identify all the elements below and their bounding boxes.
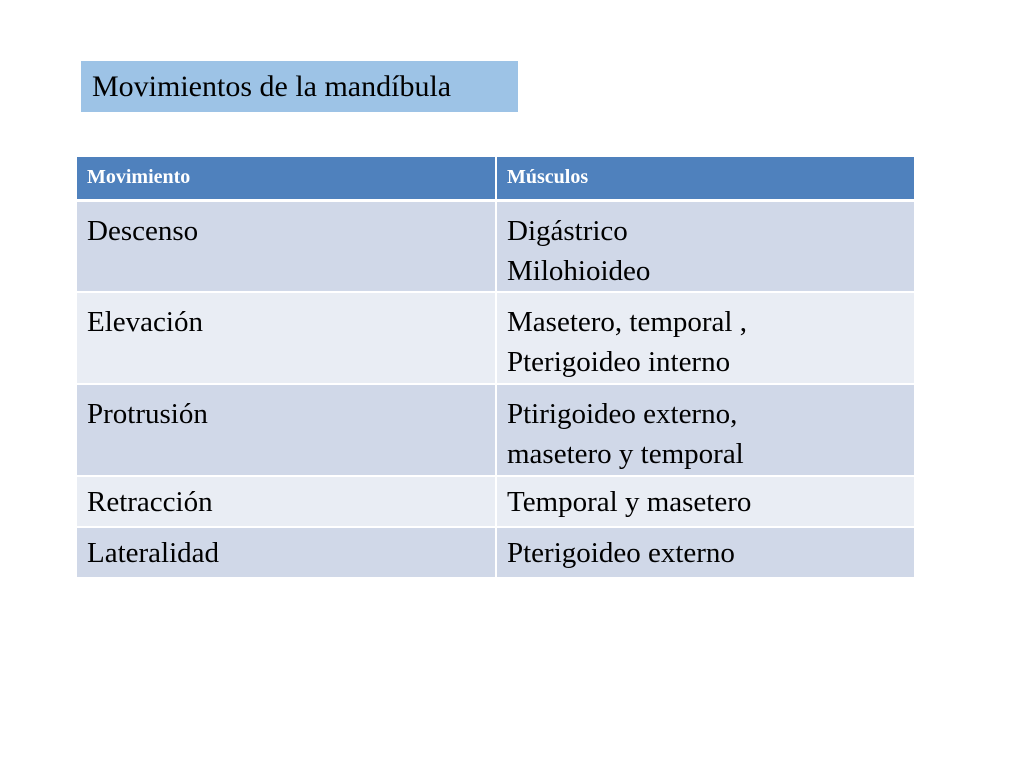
table-row: [77, 292, 915, 384]
muscles-table: [77, 157, 916, 579]
muscles-cell: [496, 292, 915, 384]
table-row: [77, 384, 915, 476]
muscles-cell: [496, 527, 915, 578]
muscle-line: Milohioideo: [507, 254, 651, 287]
muscle-line: masetero y temporal: [507, 438, 744, 470]
muscles-cell: [496, 384, 915, 476]
muscle-line: Pterigoideo interno: [507, 346, 731, 378]
movement-cell: Descenso: [77, 200, 496, 292]
movement-cell: Elevación: [77, 292, 496, 384]
table-row: [77, 476, 915, 527]
header-musculos: Músculos: [496, 157, 915, 200]
table-row: [77, 200, 915, 292]
movement-cell: Retracción: [77, 476, 496, 527]
slide-title: Movimientos de la mandíbula: [81, 61, 518, 112]
table-header-row: [77, 157, 915, 200]
muscles-cell: [496, 476, 915, 527]
muscle-line: Masetero, temporal ,: [507, 306, 747, 338]
muscle-line: Pterigoideo externo: [507, 537, 735, 569]
muscle-line: Digástrico: [507, 214, 628, 247]
movement-cell: Lateralidad: [77, 527, 496, 578]
header-movimiento: Movimiento: [77, 157, 496, 200]
muscle-line: Temporal y masetero: [507, 486, 752, 518]
table-row: [77, 527, 915, 578]
muscles-cell: [496, 200, 915, 292]
movement-cell: Protrusión: [77, 384, 496, 476]
muscle-line: Ptirigoideo externo,: [507, 398, 738, 430]
